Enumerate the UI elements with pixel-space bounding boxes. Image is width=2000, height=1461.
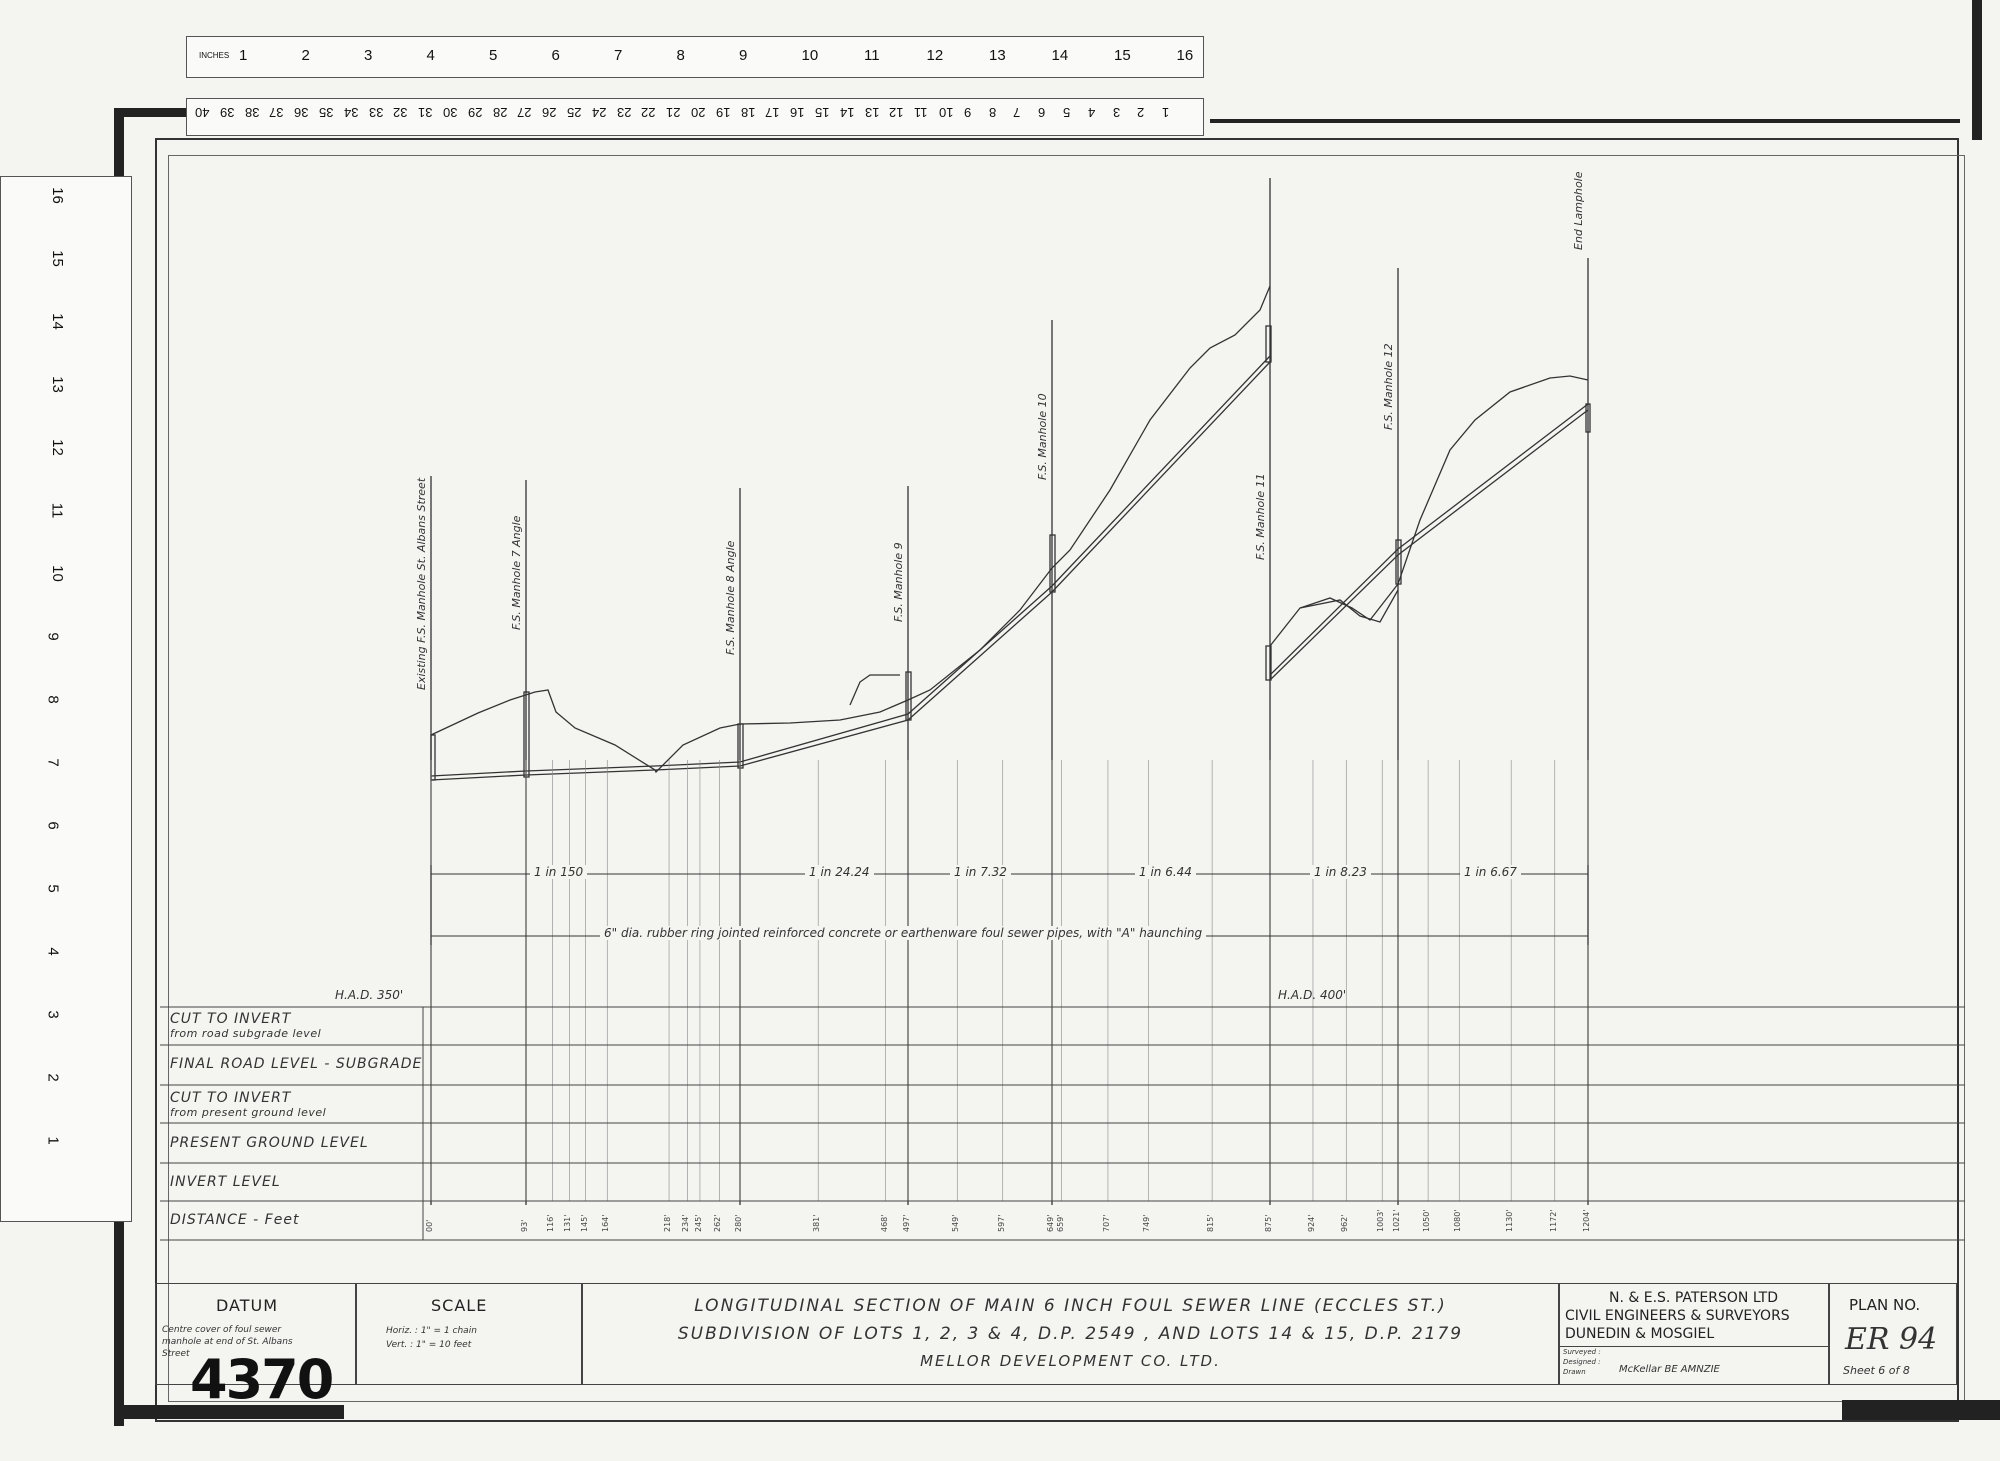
ruler-left-tick: 8 [44, 695, 62, 704]
manhole-label: F.S. Manhole 11 [1254, 473, 1267, 560]
datum-text: Centre cover of foul sewer manhole at end of St. Albans Street [162, 1325, 293, 1359]
distance-value: 468' [879, 1214, 889, 1232]
ruler-cm-tick: 13 [864, 105, 880, 120]
distance-value: 649' [1046, 1214, 1055, 1232]
ruler-cm-tick: 26 [542, 105, 557, 120]
ruler-left-tick: 5 [44, 884, 62, 893]
plan-no: ER 94 [1845, 1322, 1938, 1357]
plan-no-title: PLAN NO. [1849, 1296, 1921, 1314]
distance-value: 164' [601, 1214, 611, 1232]
ruler-cm-tick: 32 [393, 105, 408, 120]
table-row-label [170, 1011, 321, 1040]
ruler-cm-tick: 22 [641, 105, 656, 120]
ruler-inch-tick: 1 [239, 47, 248, 64]
ruler-inch-tick: 10 [801, 47, 819, 64]
ruler-cm-tick: 40 [195, 105, 210, 120]
title-line-3: MELLOR DEVELOPMENT CO. LTD. [920, 1352, 1221, 1370]
ruler-inch-tick: 15 [1114, 47, 1131, 64]
manhole-label: End Lamphole [1572, 171, 1585, 250]
distance-value: 962' [1340, 1214, 1350, 1232]
ruler-cm-tick: 25 [567, 105, 582, 120]
ruler-cm-tick: 34 [343, 105, 359, 120]
distance-value: 924' [1306, 1214, 1316, 1232]
ruler-left-tick: 15 [48, 250, 66, 267]
ruler-cm-tick: 1 [1162, 105, 1170, 120]
distance-value: 497' [902, 1214, 911, 1232]
ruler-cm-tick: 29 [467, 105, 483, 120]
gradient-label: 1 in 24.24 [805, 865, 874, 879]
ruler-left-tick: 3 [44, 1010, 62, 1019]
ruler-left-tick: 10 [48, 565, 66, 582]
chamber-existing [431, 735, 435, 780]
ruler-cm-tick: 28 [492, 105, 508, 120]
pipe-note: 6" dia. rubber ring jointed reinforced concrete or earthenware foul sewer pipes, with "A" haunching [600, 926, 1206, 940]
ruler-cm-tick: 3 [1112, 105, 1120, 120]
ruler-cm-tick: 17 [765, 105, 780, 120]
ruler-left-tick: 13 [48, 376, 66, 393]
distance-value: 93' [520, 1219, 529, 1232]
distance-value: 815' [1206, 1214, 1216, 1232]
table-row-label [170, 1174, 281, 1190]
row-label-text: DISTANCE - Feet [170, 1212, 300, 1228]
distance-value: 1050' [1422, 1209, 1432, 1232]
distance-value: 145' [579, 1214, 589, 1232]
ruler-inch-tick: 16 [1176, 47, 1194, 64]
manhole-label: F.S. Manhole 9 [892, 542, 905, 622]
firm-box [1558, 1283, 1830, 1385]
distance-value: 659' [1055, 1214, 1065, 1232]
ruler-left-tick: 7 [44, 758, 62, 767]
ruler-cm-tick: 37 [269, 105, 284, 120]
scale-vert: Vert. : 1" = 10 feet [386, 1340, 472, 1350]
gradient-label: 1 in 150 [530, 865, 587, 879]
ruler-left-tick: 9 [44, 632, 62, 641]
distance-value: 245' [693, 1214, 703, 1232]
ruler-inch-tick: 8 [676, 47, 685, 64]
ruler-inch-tick: 13 [989, 47, 1006, 64]
distance-value: 00' [425, 1219, 434, 1232]
ruler-cm-tick: 14 [839, 105, 855, 120]
manhole-label: F.S. Manhole 10 [1036, 393, 1049, 480]
distance-value: 116' [546, 1214, 556, 1232]
ruler-cm-tick: 10 [939, 105, 954, 120]
title-box [581, 1283, 1560, 1385]
datum-title: DATUM [216, 1296, 279, 1315]
ruler-left-tick: 14 [48, 313, 66, 330]
row-label-text: INVERT LEVEL [170, 1174, 281, 1190]
scale-title: SCALE [431, 1296, 488, 1315]
title-line-2: SUBDIVISION OF LOTS 1, 2, 3 & 4, D.P. 2549 , AND LOTS 14 & 15, D.P. 2179 [677, 1324, 1464, 1344]
ruler-cm-tick: 12 [889, 105, 904, 120]
distance-value: 262' [713, 1214, 723, 1232]
ruler-cm-tick: 35 [319, 105, 334, 120]
ruler-inch-tick: 6 [551, 47, 560, 64]
ruler-cm-tick: 27 [517, 105, 532, 120]
distance-value: 234' [681, 1214, 691, 1232]
row-label-text: CUT TO INVERT [170, 1090, 292, 1106]
distance-value: 749' [1142, 1214, 1152, 1232]
ruler-cm-tick: 11 [914, 105, 928, 120]
distance-value: 707' [1101, 1214, 1111, 1232]
had-left: H.A.D. 350' [335, 988, 404, 1002]
ruler-cm-tick: 5 [1063, 105, 1071, 120]
ruler-cm-tick: 38 [244, 105, 260, 120]
ruler-cm-tick: 15 [815, 105, 830, 120]
row-label-text: PRESENT GROUND LEVEL [170, 1135, 369, 1151]
distance-value: 381' [812, 1214, 822, 1232]
ruler-cm-tick: 31 [418, 105, 433, 120]
ruler-inch-tick: 2 [301, 47, 310, 64]
manhole-label: F.S. Manhole 8 Angle [724, 540, 737, 655]
gradient-label: 1 in 7.32 [950, 865, 1011, 879]
ground-line-a [431, 286, 1270, 772]
ruler-inch-tick: 5 [489, 47, 498, 64]
distance-value: 1130' [1505, 1209, 1515, 1232]
ruler-left-tick: 12 [48, 439, 66, 456]
title-line-1: LONGITUDINAL SECTION OF MAIN 6 INCH FOUL SEWER LINE (ECCLES ST.) [694, 1296, 1447, 1316]
ruler-left-tick: 1 [44, 1136, 62, 1145]
row-label-text: CUT TO INVERT [170, 1011, 292, 1027]
surveyed-label: Surveyed : [1563, 1348, 1601, 1356]
distance-value: 1172' [1548, 1209, 1558, 1232]
distance-value: 1003' [1376, 1209, 1386, 1232]
ruler-cm-tick: 24 [591, 105, 607, 120]
ruler-cm-tick: 19 [715, 105, 731, 120]
scale-horiz: Horiz. : 1" = 1 chain [386, 1326, 477, 1336]
pipe-crown-b [1270, 404, 1588, 675]
distance-value: 131' [563, 1214, 573, 1232]
designed-label: Designed : [1563, 1358, 1601, 1366]
ruler-cm-tick: 21 [666, 105, 681, 120]
distance-value: 1204' [1582, 1209, 1591, 1232]
stamp-number: 4370 [190, 1348, 333, 1411]
ruler-cm-tick: 39 [219, 105, 235, 120]
ruler-left-tick: 4 [44, 947, 62, 956]
signature: McKellar BE AMNZIE [1619, 1364, 1720, 1375]
ruler-left-tick: 11 [48, 502, 66, 519]
row-label-sub: from road subgrade level [170, 1027, 322, 1040]
table-row-label [170, 1056, 422, 1072]
ruler-left-tick: 16 [48, 187, 66, 204]
ruler-inch-tick: 9 [739, 47, 748, 64]
ruler-cm-tick: 7 [1013, 105, 1021, 120]
distance-value: 218' [663, 1214, 673, 1232]
gradient-label: 1 in 6.44 [1135, 865, 1196, 879]
scale-box [355, 1283, 583, 1385]
distance-value: 875' [1264, 1214, 1273, 1232]
manhole-label: F.S. Manhole 7 Angle [510, 515, 523, 630]
table-row-label [170, 1090, 326, 1119]
ruler-cm-tick: 2 [1137, 105, 1145, 120]
firm-line-1: N. & E.S. PATERSON LTD [1609, 1290, 1779, 1306]
ruler-cm-tick: 8 [988, 105, 996, 120]
ruler-cm-tick: 23 [616, 105, 632, 120]
distance-value: 280' [734, 1214, 743, 1232]
ruler-left-tick: 6 [44, 821, 62, 830]
drawn-label: Drawn [1563, 1368, 1586, 1376]
ruler-inch-tick: 7 [614, 47, 623, 64]
table-row-label [170, 1212, 299, 1228]
manhole-label: F.S. Manhole 12 [1382, 343, 1395, 430]
ruler-inch-tick: 3 [364, 47, 373, 64]
manhole-label: Existing F.S. Manhole St. Albans Street [415, 477, 428, 690]
firm-line-2: CIVIL ENGINEERS & SURVEYORS [1565, 1308, 1790, 1324]
table-row-label [170, 1135, 369, 1151]
ruler-cm-tick: 9 [963, 105, 972, 120]
ruler-cm-tick: 30 [443, 105, 458, 120]
ruler-inches-label: INCHES [199, 51, 230, 60]
row-label-text: FINAL ROAD LEVEL - SUBGRADE [170, 1056, 423, 1072]
plan-no-box [1828, 1283, 1957, 1385]
distance-value: 597' [996, 1214, 1006, 1232]
firm-line-3: DUNEDIN & MOSGIEL [1565, 1326, 1715, 1342]
ruler-cm-tick: 6 [1038, 105, 1046, 120]
distance-value: 1080' [1453, 1209, 1463, 1232]
ruler-cm-tick: 16 [790, 105, 805, 120]
gradient-label: 1 in 6.67 [1460, 865, 1521, 879]
ruler-inch-tick: 12 [926, 47, 944, 64]
ruler-inch-tick: 11 [864, 47, 880, 64]
ground-line-a-crest [850, 675, 900, 705]
ground-line-b [1270, 376, 1588, 646]
ruler-cm-tick: 20 [691, 105, 706, 120]
pipe-invert-b [1270, 410, 1588, 680]
distance-value: 1021' [1392, 1209, 1401, 1232]
sheet-number: Sheet 6 of 8 [1843, 1364, 1910, 1377]
ruler-inch-tick: 4 [426, 47, 435, 64]
gradient-label: 1 in 8.23 [1310, 865, 1371, 879]
distance-value: 549' [951, 1214, 961, 1232]
ruler-cm-tick: 33 [368, 105, 384, 120]
ruler-cm-tick: 4 [1087, 105, 1096, 120]
ruler-cm-tick: 18 [740, 105, 756, 120]
ruler-inch-tick: 14 [1051, 47, 1069, 64]
ruler-left-tick: 2 [44, 1073, 62, 1082]
had-right: H.A.D. 400' [1278, 988, 1347, 1002]
row-label-sub: from present ground level [170, 1106, 327, 1119]
ruler-cm-tick: 36 [294, 105, 309, 120]
